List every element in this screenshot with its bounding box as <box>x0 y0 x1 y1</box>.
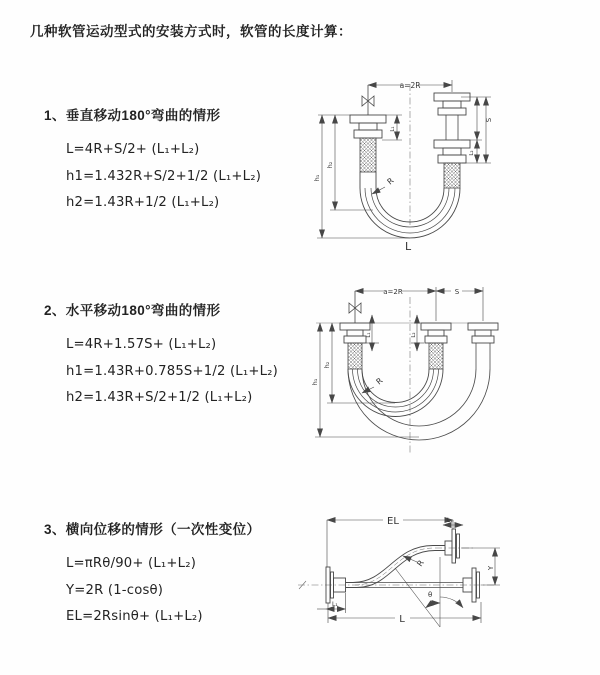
formula-line: h2=1.43R+1/2 (L₁+L₂) <box>66 195 220 210</box>
dimension-s-l2 <box>461 97 491 163</box>
dimension-a2r-s <box>355 287 483 321</box>
page-title: 几种软管运动型式的安装方式时，软管的长度计算： <box>30 24 352 39</box>
formula-line: L=πRθ/90+ (L₁+L₂) <box>66 556 197 571</box>
formula-line: L=4R+1.57S+ (L₁+L₂) <box>66 337 217 352</box>
dim-h2-label: h₂ <box>326 161 334 169</box>
formula-block <box>66 137 261 217</box>
formula-line: h1=1.432R+S/2+1/2 (L₁+L₂) <box>66 168 262 184</box>
dim-l1-bottom-label: L₁ <box>332 601 338 608</box>
hose-u-bend-shifted <box>348 369 490 440</box>
formula-line: h1=1.43R+0.785S+1/2 (L₁+L₂) <box>66 363 278 379</box>
braided-hose-middle <box>429 343 443 369</box>
right-flange-lower <box>434 140 470 163</box>
section-heading: 3、横向位移的情形（一次性变位） <box>44 522 261 537</box>
dim-y-label: Y <box>487 565 495 571</box>
dim-h2-label: h₂ <box>323 361 331 369</box>
dim-l1-label: L₁ <box>390 126 396 132</box>
label-r: R <box>374 376 385 387</box>
dim-l-label: L <box>399 614 405 625</box>
section-vertical-180 <box>44 104 261 217</box>
dim-a2r-label: a=2R <box>383 288 403 296</box>
dim-h1-label: h₁ <box>313 174 321 182</box>
section-horizontal-180 <box>44 299 278 412</box>
formula-line: EL=2Rsinθ+ (L₁+L₂) <box>66 609 203 624</box>
valve-icon <box>349 291 361 323</box>
formula-block <box>66 332 278 412</box>
section-lateral-displacement <box>44 518 260 631</box>
hose-curved <box>346 546 446 588</box>
formula-block <box>66 551 260 631</box>
upper-right-flange <box>445 529 460 563</box>
dim-l1-top-label: L₁ <box>447 517 453 524</box>
section-heading: 1、垂直移动180°弯曲的情形 <box>44 108 221 123</box>
braided-hose-left <box>348 343 362 369</box>
right-flange-upper <box>434 93 470 140</box>
dimension-el <box>327 520 453 567</box>
right-flange <box>468 323 498 343</box>
formula-line: h2=1.43R+S/2+1/2 (L₁+L₂) <box>66 390 253 405</box>
formula-line: L=4R+S/2+ (L₁+L₂) <box>66 142 200 157</box>
formula-line: Y=2R (1-cosθ) <box>66 582 164 598</box>
valve-icon <box>362 85 374 115</box>
label-r: R <box>415 558 426 569</box>
radius-leader <box>372 187 385 194</box>
dim-h1-label: h₁ <box>311 378 319 386</box>
dim-l1-label: L₁ <box>366 332 372 338</box>
diagram-vertical-180-bend <box>305 70 585 265</box>
left-flange <box>350 115 386 138</box>
dim-l2-label: L₂ <box>411 332 417 338</box>
dim-s-label: S <box>454 288 460 296</box>
dim-a2r-label: a=2R <box>399 81 421 90</box>
dim-s-label: S <box>485 117 493 123</box>
section-heading: 2、水平移动180°弯曲的情形 <box>44 303 221 318</box>
dim-el-label: EL <box>387 516 399 527</box>
braided-hose-right <box>444 163 460 188</box>
label-l: L <box>405 240 412 253</box>
diagram-lateral-displacement <box>295 505 595 655</box>
middle-flange <box>421 323 451 343</box>
braided-hose-left <box>360 138 376 172</box>
label-theta: θ <box>428 591 433 599</box>
diagram-horizontal-180-bend <box>302 285 587 473</box>
right-tube <box>476 343 490 369</box>
dimension-h <box>315 323 419 437</box>
label-r: R <box>385 176 396 187</box>
dim-l2-label: L₂ <box>469 150 475 156</box>
